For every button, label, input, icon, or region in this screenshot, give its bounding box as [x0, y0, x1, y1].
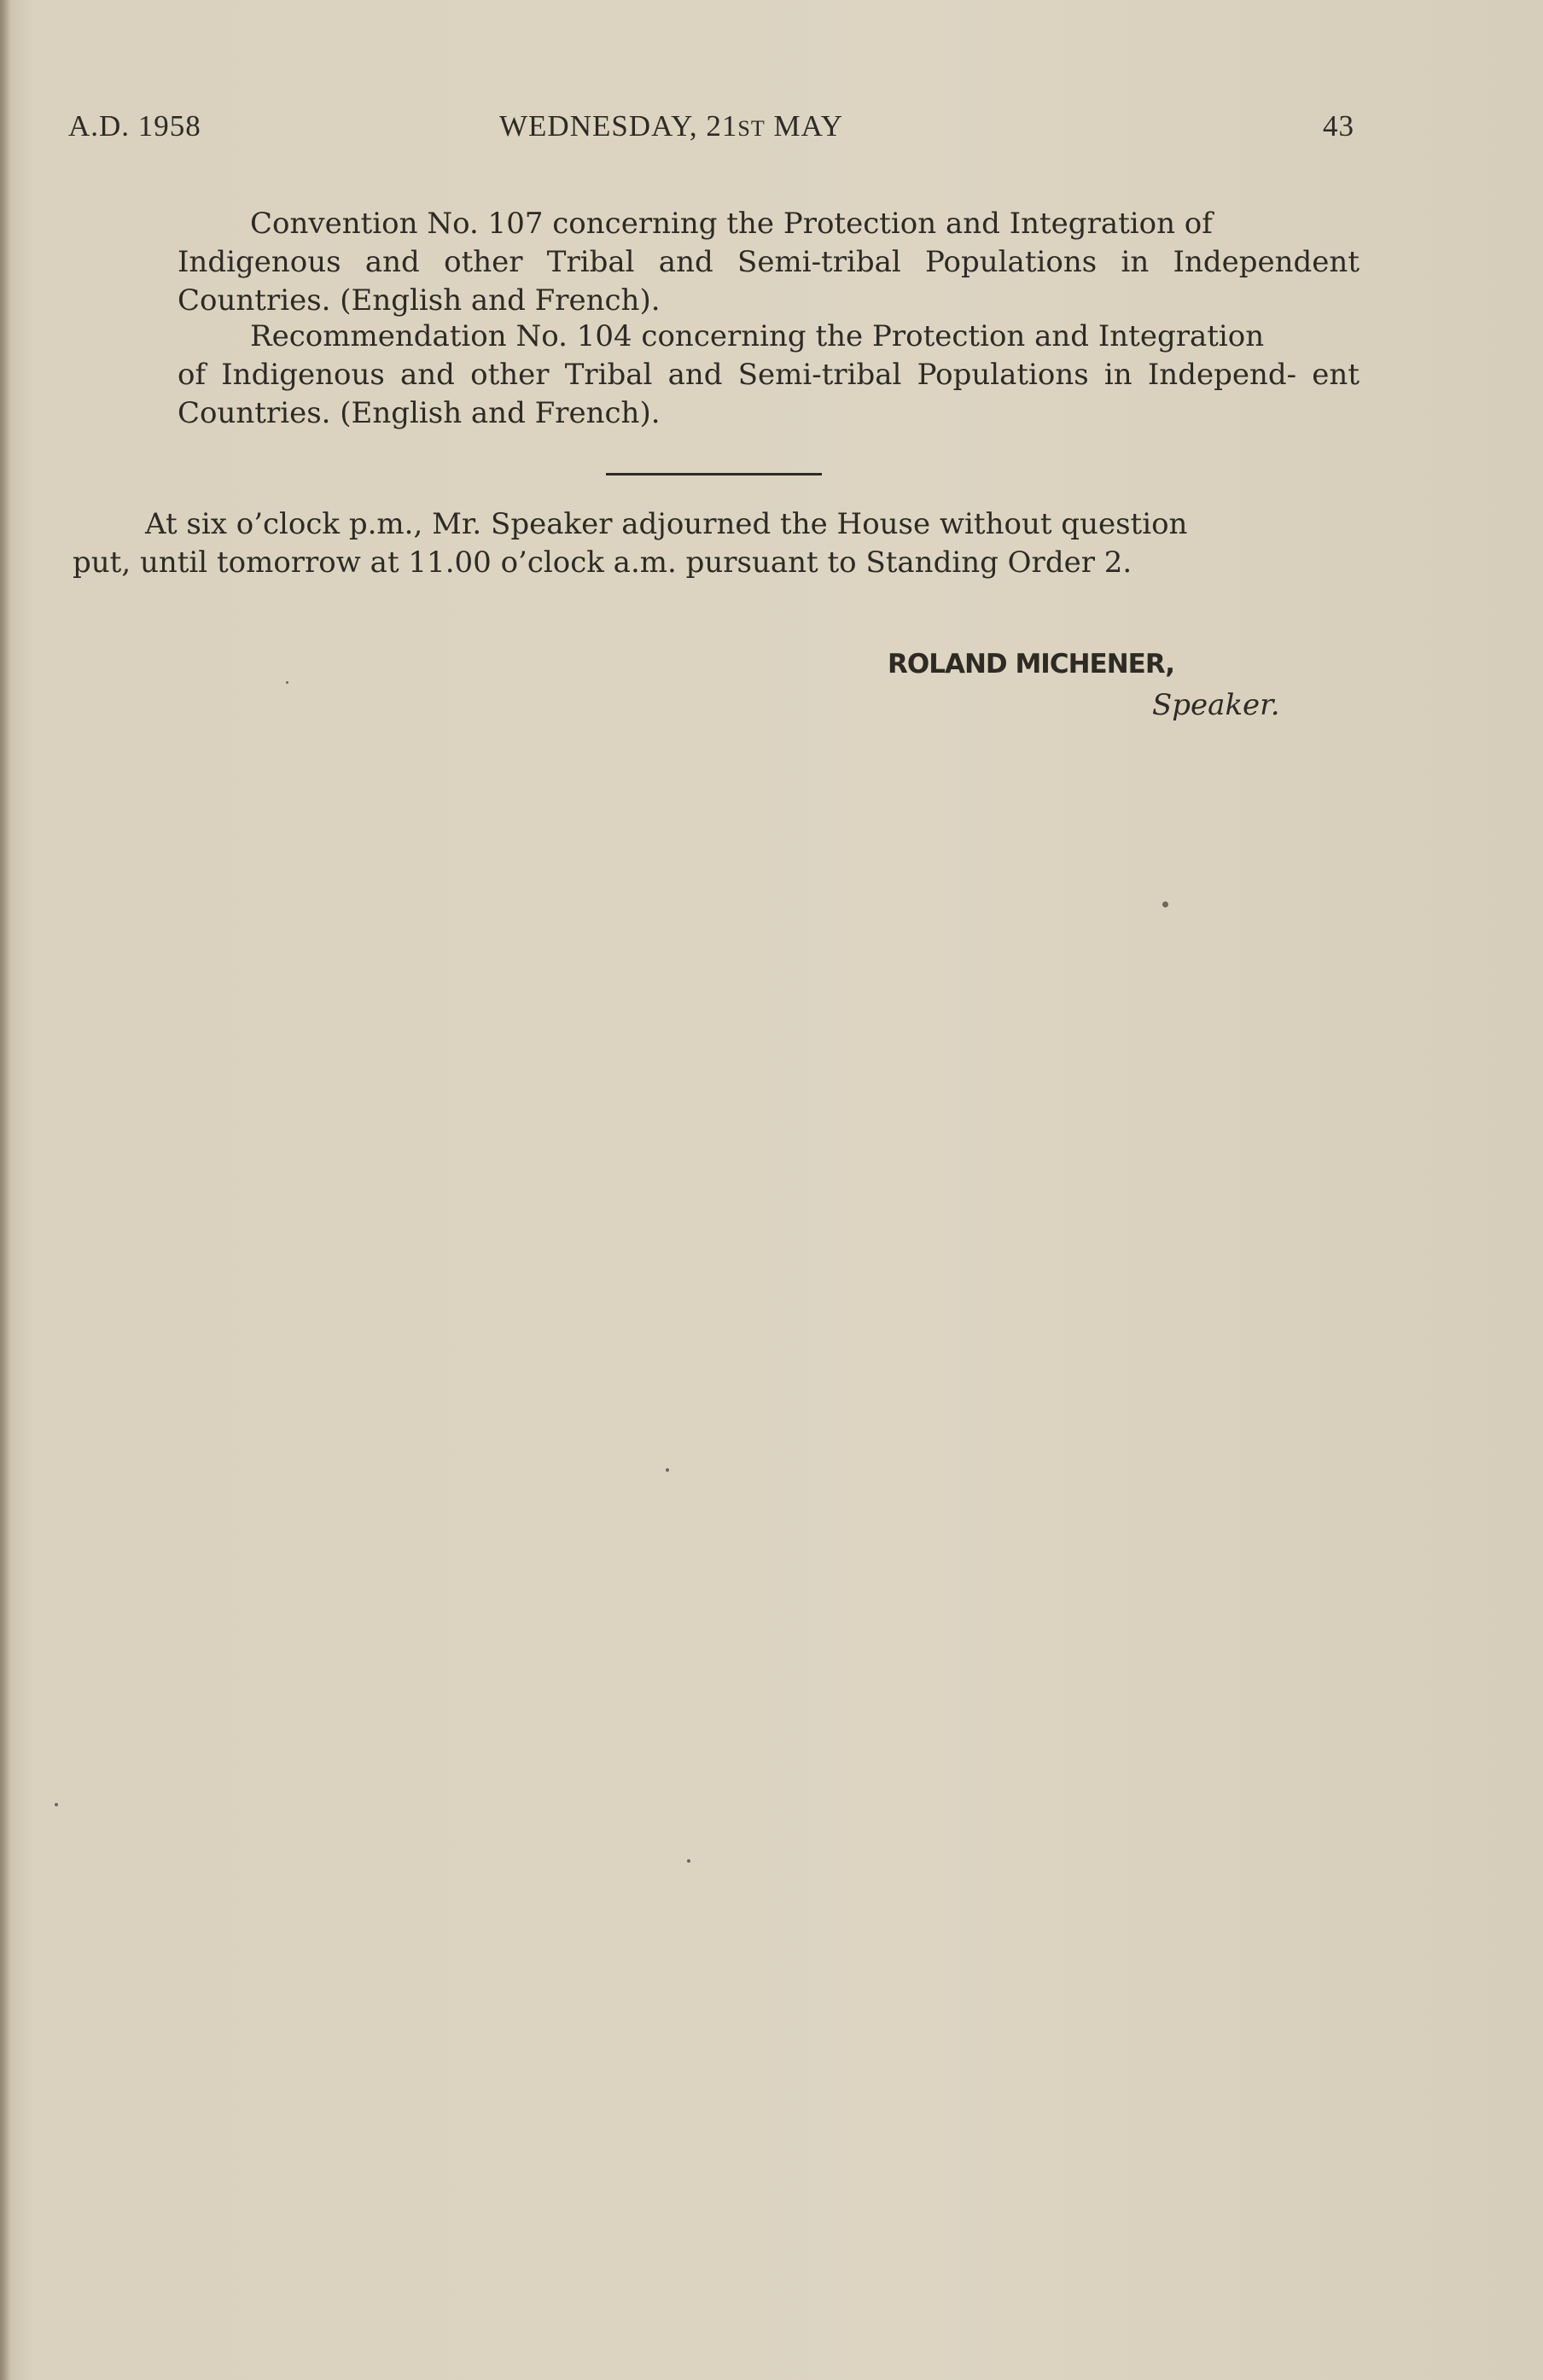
running-header	[0, 109, 1543, 152]
page-number: 43	[1323, 109, 1354, 143]
paper-speck	[687, 1859, 690, 1863]
paragraph-body: of Indigenous and other Tribal and Semi-tribal Populations in Independ- ent Countries. (English and French).	[178, 358, 1360, 430]
header-date-ordinal: ST	[737, 116, 766, 141]
paragraph-first-line: At six o’clock p.m., Mr. Speaker adjourned the House without question	[145, 507, 1188, 541]
paragraph-first-line: Recommendation No. 104 concerning the Protection and Integration	[250, 319, 1265, 353]
signature-name: ROLAND MICHENER,	[888, 649, 1175, 680]
header-date-month: MAY	[765, 109, 843, 143]
signature-title: Speaker.	[1152, 688, 1280, 722]
paragraph-convention	[178, 205, 1360, 320]
paragraph-adjournment	[73, 505, 1363, 582]
paper-speck	[666, 1468, 669, 1472]
page-spine-shadow	[0, 0, 10, 2380]
header-date	[499, 109, 843, 143]
header-year: A.D. 1958	[68, 109, 201, 143]
paper-speck	[286, 681, 288, 684]
section-divider	[606, 473, 822, 475]
paper-speck	[1162, 901, 1168, 907]
paragraph-first-line: Convention No. 107 concerning the Protection and Integration of	[250, 207, 1213, 241]
paragraph-recommendation	[178, 318, 1360, 433]
paragraph-body: Indigenous and other Tribal and Semi-tribal Populations in Independent Countries. (English and French).	[178, 245, 1360, 318]
paper-speck	[55, 1803, 58, 1806]
header-date-prefix: WEDNESDAY, 21	[499, 109, 738, 143]
paragraph-body: put, until tomorrow at 11.00 o’clock a.m. pursuant to Standing Order 2.	[73, 545, 1133, 580]
